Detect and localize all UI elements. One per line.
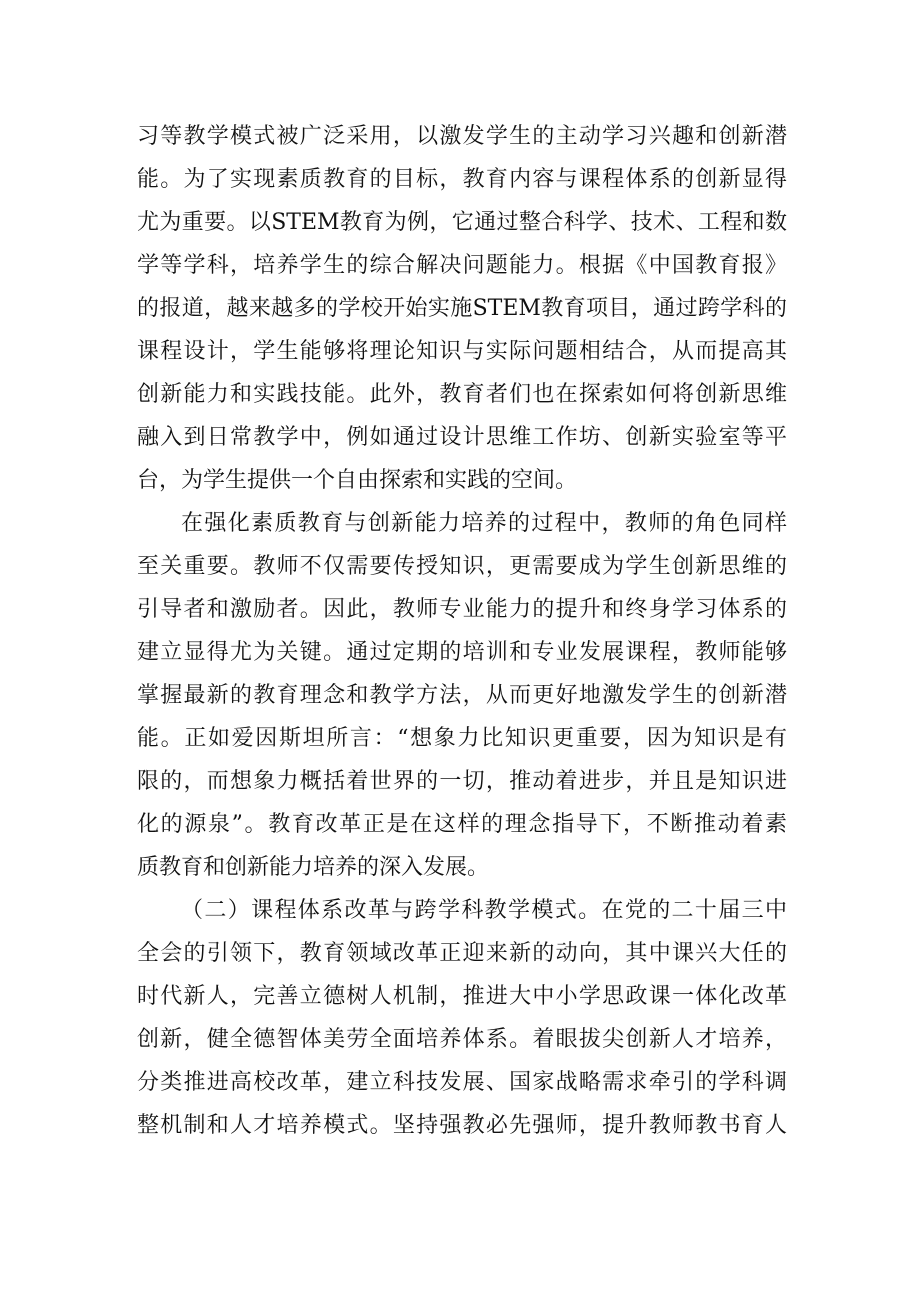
text-line: 时代新人，完善立德树人机制，推进大中小学思政课一体化改革: [137, 984, 787, 1009]
text-line: 课程设计，学生能够将理论知识与实际问题相结合，从而提高其: [137, 339, 787, 364]
text-line: 能。为了实现素质教育的目标，教育内容与课程体系的创新显得: [137, 167, 787, 192]
text-line: 掌握最新的教育理念和教学方法，从而更好地激发学生的创新潜: [137, 683, 787, 708]
text-line: 建立显得尤为关键。通过定期的培训和专业发展课程，教师能够: [137, 640, 787, 665]
text-line: 习等教学模式被广泛采用，以激发学生的主动学习兴趣和创新潜: [137, 124, 787, 149]
text-line: 能。正如爱因斯坦所言：“想象力比知识更重要，因为知识是有: [137, 726, 787, 751]
text-line: 化的源泉”。教育改革正是在这样的理念指导下，不断推动着素: [137, 812, 787, 837]
text-line: 全会的引领下，教育领域改革正迎来新的动向，其中课兴大任的: [137, 941, 787, 966]
text-line: 的报道，越来越多的学校开始实施STEM教育项目，通过跨学科的: [137, 296, 787, 321]
text-line: 限的，而想象力概括着世界的一切，推动着进步，并且是知识进: [137, 769, 787, 794]
text-line: 学等学科，培养学生的综合解决问题能力。根据《中国教育报》: [137, 253, 787, 278]
text-line: 引导者和激励者。因此，教师专业能力的提升和终身学习体系的: [137, 597, 787, 622]
text-line: 整机制和人才培养模式。坚持强教必先强师，提升教师教书育人: [137, 1113, 787, 1138]
text-line: 创新能力和实践技能。此外，教育者们也在探索如何将创新思维: [137, 382, 787, 407]
text-line: 至关重要。教师不仅需要传授知识，更需要成为学生创新思维的: [137, 554, 787, 579]
text-line: 融入到日常教学中，例如通过设计思维工作坊、创新实验室等平: [137, 425, 787, 450]
text-line: 在强化素质教育与创新能力培养的过程中，教师的角色同样: [181, 511, 787, 536]
text-line: 质教育和创新能力培养的深入发展。: [137, 855, 490, 880]
text-line: 尤为重要。以STEM教育为例，它通过整合科学、技术、工程和数: [137, 210, 787, 235]
text-line: 台，为学生提供一个自由探索和实践的空间。: [137, 468, 578, 493]
text-line: 创新，健全德智体美劳全面培养体系。着眼拔尖创新人才培养，: [137, 1027, 787, 1052]
text-line: （二）课程体系改革与跨学科教学模式。在党的二十届三中: [181, 898, 787, 923]
text-line: 分类推进高校改革，建立科技发展、国家战略需求牵引的学科调: [137, 1070, 787, 1095]
